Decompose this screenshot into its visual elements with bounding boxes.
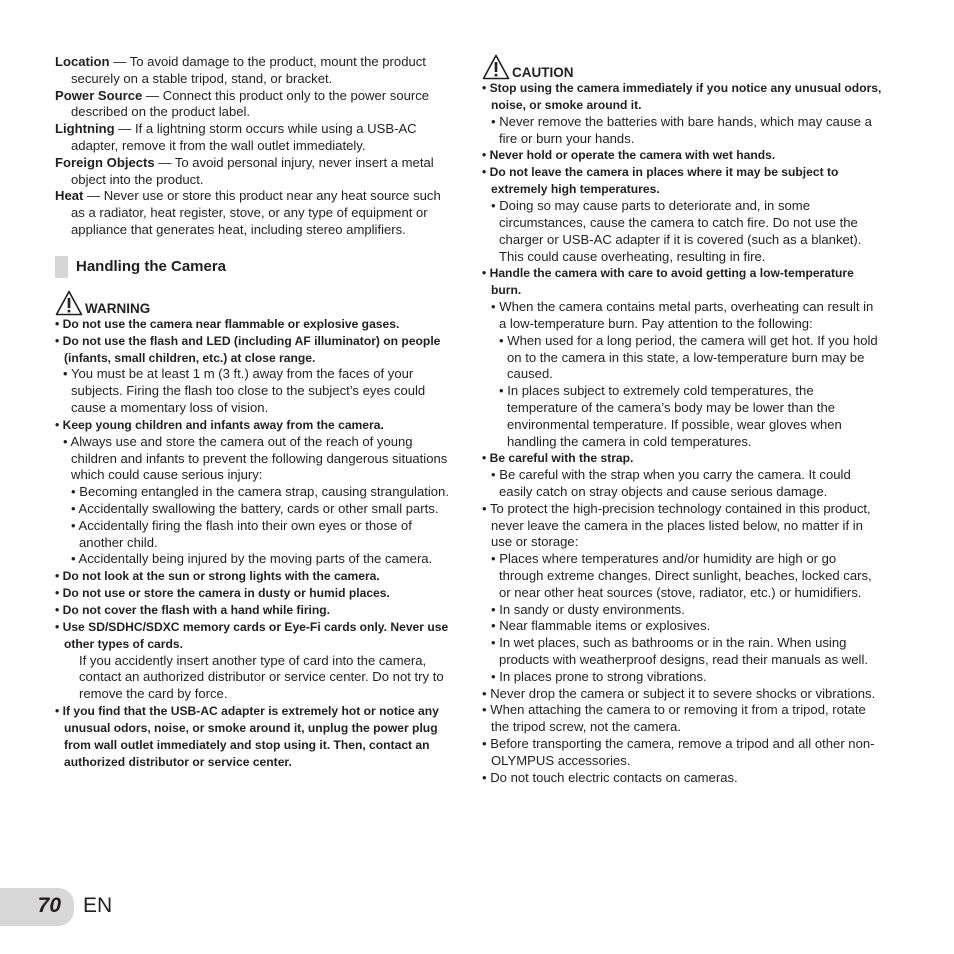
language-code: EN: [83, 894, 113, 917]
bold-instruction: • Do not leave the camera in places where it may be subject to extremely high temperatures.: [482, 165, 839, 197]
section-title: Handling the Camera: [76, 258, 227, 276]
precaution-heat: [55, 188, 457, 238]
precaution-power-source: [55, 88, 457, 122]
sub-item: • In sandy or dusty environments.: [491, 601, 685, 617]
bold-instruction: • Stop using the camera immediately if you notice any unusual odors, noise, or smoke around it.: [482, 81, 882, 112]
nested-sub-item: • Accidentally swallowing the battery, cards or other small parts.: [71, 500, 439, 516]
bold-instruction: • Do not cover the flash with a hand while firing.: [55, 602, 331, 617]
instruction: • Never drop the camera or subject it to severe shocks or vibrations.: [482, 685, 876, 701]
precaution-location: [55, 54, 457, 88]
left-column: [55, 54, 457, 771]
precaution-text: — To avoid personal injury, never insert a metal object into the product.: [71, 154, 434, 187]
right-column: [482, 54, 882, 786]
caution-icon: [482, 54, 510, 80]
caution-list: [482, 80, 882, 786]
bold-instruction: • If you find that the USB-AC adapter is extremely hot or notice any unusual odors, noise, or smoke around it, unplug the power plug from wall outlet immediately and stop using it. Then, contact an authorized distributor or service center.: [55, 704, 439, 769]
warning-label: WARNING: [85, 300, 151, 316]
warning-icon: [55, 290, 83, 316]
sub-item: • Never remove the batteries with bare hands, which may cause a fire or burn your hands.: [491, 113, 872, 146]
warning-heading: [55, 290, 457, 316]
nested-sub-item: • When used for a long period, the camera will get hot. If you hold on to the camera in this state, a low-temperature burn may be caused.: [499, 332, 878, 382]
precaution-text: — Never use or store this product near any heat source such as a radiator, heat register, stove, or any type of equipment or appliance that generates heat, including stereo amplifiers.: [71, 188, 441, 237]
warning-list: [55, 316, 457, 771]
bold-instruction: • Use SD/SDHC/SDXC memory cards or Eye-Fi cards only. Never use other types of cards.: [55, 619, 449, 651]
precaution-term: Heat: [55, 188, 84, 204]
instruction: • Do not touch electric contacts on cameras.: [482, 769, 738, 785]
bold-instruction: • Do not use or store the camera in dusty or humid places.: [55, 586, 390, 601]
page-number: 70: [37, 894, 61, 917]
general-precautions: [55, 54, 457, 239]
caution-heading: [482, 54, 882, 80]
precaution-term: Lightning: [55, 121, 115, 137]
bold-instruction: • Keep young children and infants away from the camera.: [55, 417, 384, 432]
precaution-text: — Connect this product only to the power source described on the product label.: [71, 87, 430, 120]
caution-label: CAUTION: [512, 65, 574, 80]
precaution-term: Foreign Objects: [55, 154, 155, 170]
sub-item: • In places prone to strong vibrations.: [491, 668, 707, 684]
page-number-tab: [0, 888, 74, 926]
bold-instruction: • Never hold or operate the camera with wet hands.: [482, 148, 776, 163]
nested-sub-item: • In places subject to extremely cold temperatures, the temperature of the camera’s body may be lower than the environmental temperature. If possible, wear gloves when handling the camera in cold temperatures.: [499, 383, 842, 449]
bold-instruction: • Do not use the flash and LED (including AF illuminator) on people (infants, small children, etc.) at close range.: [55, 333, 441, 365]
nested-sub-item: • Accidentally firing the flash into their own eyes or those of another child.: [71, 517, 412, 550]
bold-instruction: • Do not use the camera near flammable or explosive gases.: [55, 316, 400, 331]
sub-item: • Near flammable items or explosives.: [491, 618, 711, 634]
instruction: • Before transporting the camera, remove a tripod and all other non-OLYMPUS accessories.: [482, 735, 875, 768]
note-text: If you accidently insert another type of card into the camera, contact an authorized distributor or service center. Do not try to remove the card by force.: [79, 652, 444, 702]
precaution-text: — If a lightning storm occurs while using a USB-AC adapter, remove it from the wall outlet immediately.: [71, 121, 417, 153]
sub-item: • Doing so may cause parts to deteriorate and, in some circumstances, cause the camera to catch fire. Do not use the charger or USB-AC adapter if it is covered (such as a blanket). This could cause overheating, resulting in fire.: [491, 198, 862, 264]
bold-instruction: • Do not look at the sun or strong lights with the camera.: [55, 569, 380, 584]
sub-item: • When the camera contains metal parts, overheating can result in a low-temperature burn. Pay attention to the following:: [491, 299, 874, 331]
section-heading: [55, 256, 457, 278]
precaution-term: Power Source: [55, 87, 143, 103]
section-marker: [55, 256, 68, 278]
bold-instruction: • Be careful with the strap.: [482, 451, 634, 466]
bold-instruction: • Handle the camera with care to avoid getting a low-temperature burn.: [482, 266, 854, 298]
precaution-foreign-objects: [55, 155, 457, 189]
sub-item: • Places where temperatures and/or humidity are high or go through extreme changes. Direct sunlight, beaches, locked cars, or near other heat sources (stove, radiator, etc.) or humidifiers.: [491, 551, 872, 600]
sub-item: • Always use and store the camera out of the reach of young children and infants to prevent the following dangerous situations which could cause serious injury:: [63, 433, 448, 483]
sub-item: • In wet places, such as bathrooms or in the rain. When using products with weatherproof designs, read their manuals as well.: [491, 635, 868, 667]
precaution-text: — To avoid damage to the product, mount the product securely on a stable tripod, stand, or bracket.: [71, 54, 426, 86]
precaution-term: Location: [55, 54, 110, 69]
instruction: • To protect the high-precision technology contained in this product, never leave the camera in the places listed below, no matter if in use or storage:: [482, 500, 871, 550]
instruction: • When attaching the camera to or removing it from a tripod, rotate the tripod screw, not the camera.: [482, 702, 866, 735]
nested-sub-item: • Accidentally being injured by the moving parts of the camera.: [71, 551, 433, 567]
nested-sub-item: • Becoming entangled in the camera strap, causing strangulation.: [71, 484, 449, 500]
precaution-lightning: [55, 121, 457, 155]
sub-item: • Be careful with the strap when you carry the camera. It could easily catch on stray objects and cause serious damage.: [491, 467, 851, 499]
sub-item: • You must be at least 1 m (3 ft.) away from the faces of your subjects. Firing the flash too close to the subject’s eyes could cause a momentary loss of vision.: [63, 366, 426, 416]
